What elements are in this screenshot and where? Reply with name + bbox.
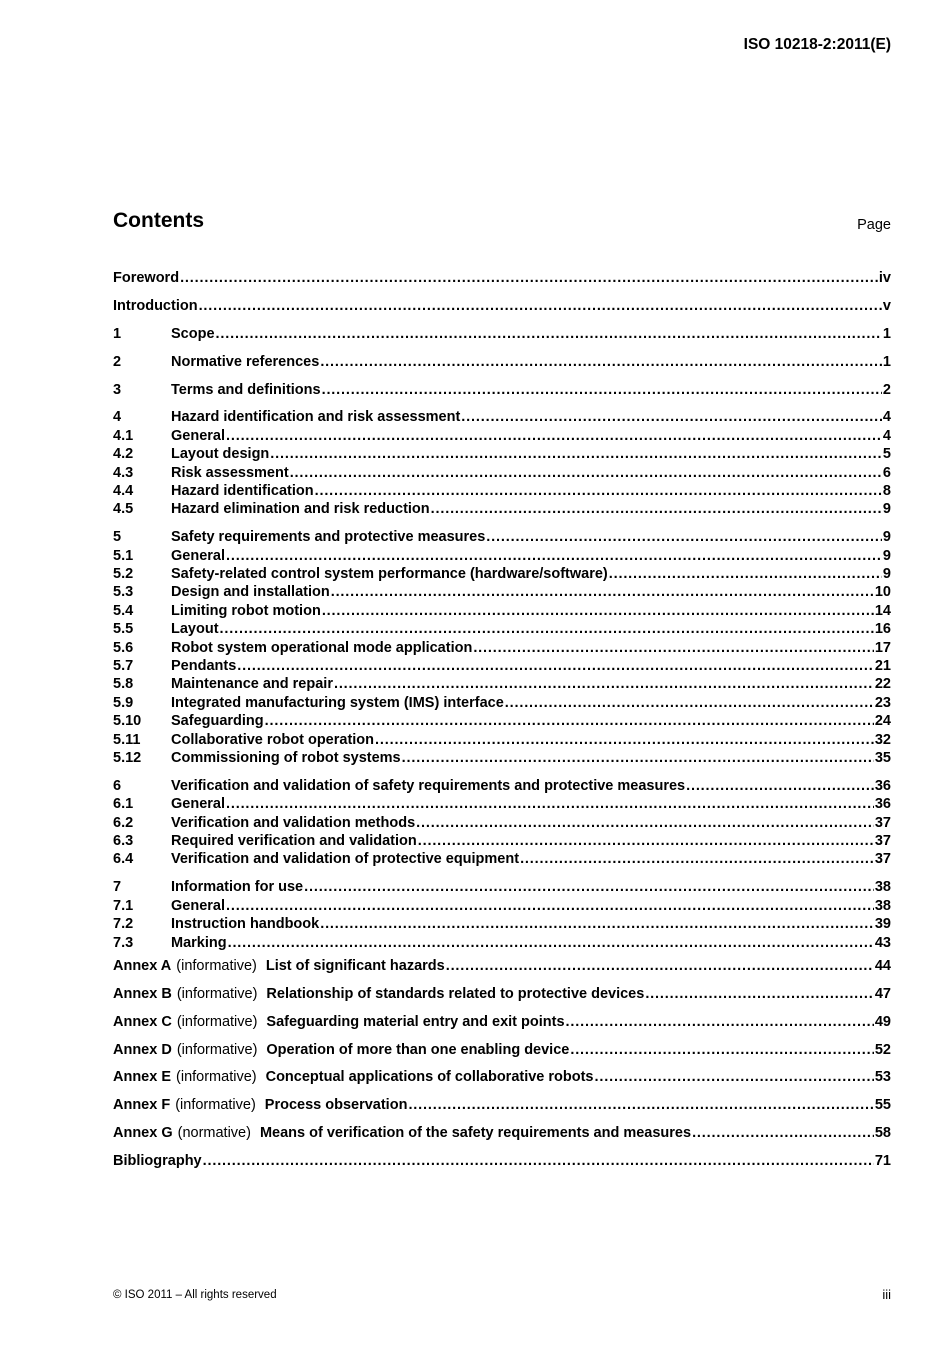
dot-leader xyxy=(595,1068,874,1086)
toc-entry-page: 9 xyxy=(882,566,891,583)
dot-leader xyxy=(520,850,874,868)
toc-entry-annex-e[interactable] xyxy=(113,1068,891,1086)
dot-leader xyxy=(645,985,874,1003)
toc-sections xyxy=(113,325,891,952)
dot-leader xyxy=(322,602,874,620)
dot-leader xyxy=(686,777,874,795)
toc-entry-number: 7 xyxy=(113,879,122,896)
toc-entry-number: 2 xyxy=(113,353,122,370)
toc-entry-number: 5.12 xyxy=(113,749,142,766)
dot-leader xyxy=(334,675,874,693)
toc-entry-annex-a[interactable] xyxy=(113,957,891,975)
dot-leader xyxy=(446,957,874,975)
dot-leader xyxy=(265,712,874,730)
toc-entry-title: Verification and validation methods xyxy=(171,814,416,831)
toc-entry-annex-b[interactable] xyxy=(113,985,891,1003)
toc-entry-5-6[interactable] xyxy=(113,639,891,657)
dot-leader xyxy=(473,639,874,657)
toc-entry-4-4[interactable] xyxy=(113,482,891,500)
toc-entry-4[interactable] xyxy=(113,408,891,426)
toc-entry-title: Pendants xyxy=(171,658,237,675)
toc-entry-number: 7.2 xyxy=(113,916,134,933)
toc-entry-number: 3 xyxy=(113,381,122,398)
toc-entry-title: Hazard elimination and risk reduction xyxy=(171,501,430,518)
toc-entry-title: Relationship of standards related to protective devices xyxy=(266,985,645,1002)
annex-kind: (informative) xyxy=(176,985,258,1002)
toc-entry-title: List of significant hazards xyxy=(265,957,445,974)
toc-entry-title: Normative references xyxy=(171,353,320,370)
toc-entry-page: 10 xyxy=(874,584,891,601)
annex-kind: (informative) xyxy=(176,1041,258,1058)
dot-leader xyxy=(320,353,882,371)
toc-entry-title: Verification and validation of safety requirements and protective measures xyxy=(171,777,686,794)
toc-entry-foreword[interactable] xyxy=(113,269,891,287)
toc-entry-title: Operation of more than one enabling device xyxy=(266,1041,570,1058)
toc-entry-page: 5 xyxy=(882,446,891,463)
toc-entry-page: v xyxy=(882,297,891,314)
toc-entry-page: 39 xyxy=(874,916,891,933)
toc-entry-number: 5.7 xyxy=(113,658,134,675)
toc-entry-page: 22 xyxy=(874,676,891,693)
toc-entry-title: Safety requirements and protective measures xyxy=(171,529,486,546)
toc-entry-number: 5.8 xyxy=(113,676,134,693)
toc-entry-title: Bibliography xyxy=(113,1153,202,1170)
toc-entry-annex-d[interactable] xyxy=(113,1041,891,1059)
toc-entry-title: Hazard identification xyxy=(171,483,314,500)
toc-entry-7-2[interactable] xyxy=(113,915,891,933)
toc-entry-page: 58 xyxy=(874,1125,891,1142)
toc-entry-title: Collaborative robot operation xyxy=(171,731,375,748)
dot-leader xyxy=(220,620,874,638)
dot-leader xyxy=(375,731,874,749)
page-number: iii xyxy=(882,1287,891,1302)
document-id: ISO 10218-2:2011(E) xyxy=(743,36,891,53)
toc-entry-4-5[interactable] xyxy=(113,500,891,518)
toc-entry-5-7[interactable] xyxy=(113,657,891,675)
toc-entry-page: 8 xyxy=(882,483,891,500)
toc-entry-title: General xyxy=(171,897,225,914)
toc-entry-number: 5.11 xyxy=(113,731,141,748)
toc-entry-page: 4 xyxy=(882,427,891,444)
toc-entry-5-2[interactable] xyxy=(113,565,891,583)
toc-entry-6-3[interactable] xyxy=(113,832,891,850)
toc-entry-number: 5.6 xyxy=(113,639,134,656)
dot-leader xyxy=(315,482,882,500)
dot-leader xyxy=(566,1013,874,1031)
toc-entry-title: Information for use xyxy=(171,879,304,896)
annex-label: Annex C xyxy=(113,1013,172,1030)
toc-entry-title: Risk assessment xyxy=(171,464,289,481)
toc-entry-page: 14 xyxy=(874,602,891,619)
toc-entry-5-9[interactable] xyxy=(113,694,891,712)
toc-entry-title: Limiting robot motion xyxy=(171,602,321,619)
toc-entry-page: 23 xyxy=(874,694,891,711)
toc-entry-7-3[interactable] xyxy=(113,934,891,952)
toc-entry-title: Introduction xyxy=(113,297,198,314)
toc-entry-page: 36 xyxy=(874,796,891,813)
dot-leader xyxy=(237,657,874,675)
toc-entry-5[interactable] xyxy=(113,528,891,546)
toc-entry-number: 5.1 xyxy=(113,547,134,564)
toc-entry-number: 1 xyxy=(113,325,122,342)
toc-entry-page: 6 xyxy=(882,464,891,481)
dot-leader xyxy=(402,749,874,767)
toc-entry-title: Instruction handbook xyxy=(171,916,320,933)
toc-entry-number: 4.5 xyxy=(113,501,134,518)
toc-entry-page: 2 xyxy=(882,381,891,398)
toc-entry-title: Means of verification of the safety requirements and measures xyxy=(259,1125,692,1142)
toc-entry-page: 49 xyxy=(874,1013,891,1030)
annex-kind: (normative) xyxy=(177,1125,251,1142)
toc-entry-title: Hazard identification and risk assessment xyxy=(171,409,461,426)
annex-label: Annex G xyxy=(113,1125,173,1142)
dot-leader xyxy=(570,1041,874,1059)
toc-entry-page: 9 xyxy=(882,501,891,518)
annex-label: Annex D xyxy=(113,1041,172,1058)
dot-leader xyxy=(199,297,882,315)
toc-entry-title: Marking xyxy=(171,934,227,951)
toc-entry-title: Terms and definitions xyxy=(171,381,321,398)
dot-leader xyxy=(226,795,874,813)
toc-entry-annex-c[interactable] xyxy=(113,1013,891,1031)
toc-entry-6-2[interactable] xyxy=(113,814,891,832)
page-column-label: Page xyxy=(857,217,891,233)
dot-leader xyxy=(216,325,882,343)
toc-entry-number: 4.2 xyxy=(113,446,134,463)
toc-entry-5-3[interactable] xyxy=(113,583,891,601)
toc-entry-number: 4.3 xyxy=(113,464,134,481)
toc-entry-4-3[interactable] xyxy=(113,464,891,482)
toc-entry-page: 47 xyxy=(874,985,891,1002)
toc-entry-page: 17 xyxy=(874,639,891,656)
toc-entry-annex-g[interactable] xyxy=(113,1124,891,1142)
dot-leader xyxy=(408,1096,873,1114)
toc-entry-number: 5.3 xyxy=(113,584,134,601)
annex-label: Annex F xyxy=(113,1097,171,1114)
toc-entry-4-1[interactable] xyxy=(113,427,891,445)
toc-entry-title: General xyxy=(171,796,225,813)
toc-entry-number: 4.1 xyxy=(113,427,134,444)
toc-entry-number: 5.5 xyxy=(113,621,134,638)
toc-entry-title: Design and installation xyxy=(171,584,330,601)
toc-entry-7[interactable] xyxy=(113,878,891,896)
dot-leader xyxy=(418,832,874,850)
toc-entry-title: Safety-related control system performance (hardware/software) xyxy=(171,566,608,583)
toc-entry-number: 5.4 xyxy=(113,602,134,619)
annex-kind: (informative) xyxy=(175,1097,256,1114)
toc-entry-page: 16 xyxy=(874,621,891,638)
toc-annexes xyxy=(113,957,891,1143)
dot-leader xyxy=(226,547,882,565)
toc-entry-title: Robot system operational mode application xyxy=(171,639,473,656)
toc-entry-page: 9 xyxy=(882,529,891,546)
toc-entry-introduction[interactable] xyxy=(113,297,891,315)
dot-leader xyxy=(461,408,882,426)
toc-entry-page: 71 xyxy=(874,1153,891,1170)
toc-entry-title: Safeguarding material entry and exit points xyxy=(266,1013,565,1030)
toc-entry-page: 1 xyxy=(882,325,891,342)
dot-leader xyxy=(226,897,874,915)
toc-entry-page: 37 xyxy=(874,814,891,831)
toc-entry-page: 4 xyxy=(882,409,891,426)
toc-entry-5-5[interactable] xyxy=(113,620,891,638)
toc-entry-page: 21 xyxy=(874,658,891,675)
dot-leader xyxy=(228,934,874,952)
toc-entry-6-1[interactable] xyxy=(113,795,891,813)
toc-entry-page: iv xyxy=(878,270,891,286)
annex-kind: (informative) xyxy=(176,957,257,974)
toc-entry-page: 38 xyxy=(874,879,891,896)
toc-entry-number: 6.1 xyxy=(113,796,134,813)
dot-leader xyxy=(505,694,874,712)
toc-entry-number: 6.4 xyxy=(113,851,134,868)
dot-leader xyxy=(320,915,874,933)
toc-entry-page: 38 xyxy=(874,897,891,914)
toc-entry-number: 4 xyxy=(113,409,122,426)
toc-entry-title: General xyxy=(171,427,225,444)
toc-entry-5-1[interactable] xyxy=(113,547,891,565)
annex-label: Annex B xyxy=(113,985,172,1002)
dot-leader xyxy=(486,528,882,546)
toc-entry-title: Verification and validation of protective equipment xyxy=(171,851,520,868)
toc-entry-title: Conceptual applications of collaborative robots xyxy=(265,1069,594,1086)
toc-entry-title: Process observation xyxy=(264,1097,408,1114)
toc-entry-number: 7.3 xyxy=(113,934,134,951)
dot-leader xyxy=(692,1124,874,1142)
annex-kind: (informative) xyxy=(176,1013,258,1030)
toc-entry-number: 5.10 xyxy=(113,713,142,730)
toc-entry-5-4[interactable] xyxy=(113,602,891,620)
toc-entry-5-11[interactable] xyxy=(113,731,891,749)
page-title: Contents xyxy=(113,209,204,232)
dot-leader xyxy=(431,500,882,518)
dot-leader xyxy=(322,381,882,399)
toc-entry-3[interactable] xyxy=(113,381,891,399)
toc-entry-number: 5.9 xyxy=(113,694,134,711)
toc-entry-7-1[interactable] xyxy=(113,897,891,915)
toc-entry-page: 9 xyxy=(882,547,891,564)
toc-entry-page: 55 xyxy=(874,1097,891,1114)
dot-leader xyxy=(304,878,874,896)
toc-entry-5-12[interactable] xyxy=(113,749,891,767)
toc-entry-bibliography[interactable] xyxy=(113,1152,891,1170)
toc-entry-title: Required verification and validation xyxy=(171,833,417,850)
dot-leader xyxy=(270,445,882,463)
dot-leader xyxy=(226,427,882,445)
annex-label: Annex A xyxy=(113,957,172,974)
toc-entry-6[interactable] xyxy=(113,777,891,795)
dot-leader xyxy=(180,269,878,287)
toc-entry-page: 37 xyxy=(874,851,891,868)
toc-entry-number: 4.4 xyxy=(113,483,134,500)
toc-entry-number: 7.1 xyxy=(113,897,134,914)
toc-entry-5-8[interactable] xyxy=(113,675,891,693)
toc-entry-title: Foreword xyxy=(113,270,180,286)
dot-leader xyxy=(416,814,874,832)
toc-entry-page: 37 xyxy=(874,833,891,850)
toc-entry-number: 6.3 xyxy=(113,833,134,850)
toc-entry-page: 1 xyxy=(882,353,891,370)
toc-entry-number: 5 xyxy=(113,529,122,546)
toc-entry-6-4[interactable] xyxy=(113,850,891,868)
toc-entry-page: 52 xyxy=(874,1041,891,1058)
table-of-contents xyxy=(113,269,891,1171)
toc-entry-title: Maintenance and repair xyxy=(171,676,333,693)
toc-entry-title: Scope xyxy=(171,325,215,342)
toc-entry-page: 53 xyxy=(874,1069,891,1086)
toc-entry-title: Integrated manufacturing system (IMS) interface xyxy=(171,694,504,711)
toc-entry-page: 44 xyxy=(874,957,891,974)
annex-label: Annex E xyxy=(113,1069,172,1086)
toc-entry-1[interactable] xyxy=(113,325,891,343)
toc-entry-page: 24 xyxy=(874,713,891,730)
toc-entry-4-2[interactable] xyxy=(113,445,891,463)
toc-entry-5-10[interactable] xyxy=(113,712,891,730)
dot-leader xyxy=(203,1152,874,1170)
toc-entry-page: 35 xyxy=(874,749,891,766)
toc-entry-title: Layout xyxy=(171,621,219,638)
annex-kind: (informative) xyxy=(176,1069,257,1086)
toc-entry-number: 6.2 xyxy=(113,814,134,831)
toc-entry-page: 43 xyxy=(874,934,891,951)
toc-entry-page: 32 xyxy=(874,731,891,748)
toc-entry-annex-f[interactable] xyxy=(113,1096,891,1114)
toc-entry-2[interactable] xyxy=(113,353,891,371)
toc-entry-title: Safeguarding xyxy=(171,713,264,730)
toc-entry-number: 5.2 xyxy=(113,566,134,583)
copyright-notice: © ISO 2011 – All rights reserved xyxy=(113,1289,277,1301)
toc-entry-title: Commissioning of robot systems xyxy=(171,749,401,766)
dot-leader xyxy=(331,583,874,601)
toc-entry-title: Layout design xyxy=(171,446,270,463)
toc-entry-title: General xyxy=(171,547,225,564)
toc-entry-page: 36 xyxy=(874,777,891,794)
dot-leader xyxy=(290,464,882,482)
toc-entry-number: 6 xyxy=(113,777,122,794)
dot-leader xyxy=(609,565,882,583)
